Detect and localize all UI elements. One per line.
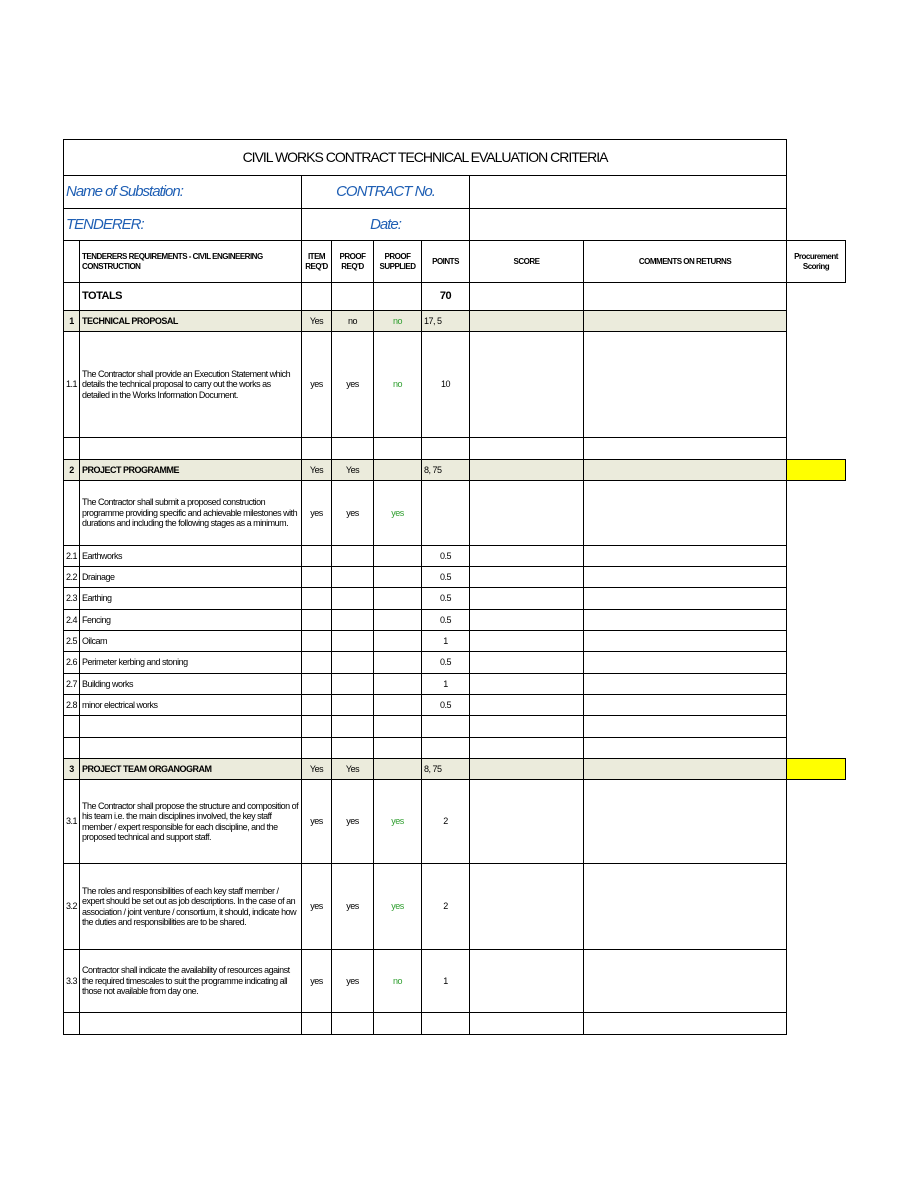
comments-cell[interactable] <box>584 631 787 652</box>
header-proof-supplied: PROOF SUPPLIED <box>374 241 422 283</box>
table-row: The Contractor shall submit a proposed construction programme providing specific and achievable milestones with durations and including the following stages as a minimum. yes yes yes <box>64 481 846 546</box>
score-cell[interactable] <box>470 864 584 950</box>
tenderer-label: TENDERER: <box>64 209 302 241</box>
section-title: TECHNICAL PROPOSAL <box>80 311 302 332</box>
header-item-reqd: ITEM REQ'D <box>302 241 332 283</box>
score-cell[interactable] <box>470 567 584 588</box>
table-row: 2.5 Oilcam 1 <box>64 631 846 652</box>
comments-cell[interactable] <box>584 674 787 695</box>
header-procurement-scoring: Procurement Scoring <box>787 241 846 283</box>
totals-label: TOTALS <box>80 283 302 311</box>
section-title: PROJECT PROGRAMME <box>80 460 302 481</box>
table-row: 2.2 Drainage 0.5 <box>64 567 846 588</box>
score-cell[interactable] <box>470 610 584 631</box>
date-label: Date: <box>302 209 470 241</box>
score-cell[interactable] <box>470 780 584 864</box>
score-cell[interactable] <box>470 652 584 674</box>
header-comments: COMMENTS ON RETURNS <box>584 241 787 283</box>
score-cell[interactable] <box>470 588 584 610</box>
header-score: SCORE <box>470 241 584 283</box>
table-row: 2.4 Fencing 0.5 <box>64 610 846 631</box>
score-cell[interactable] <box>470 674 584 695</box>
table-row: 2.3 Earthing 0.5 <box>64 588 846 610</box>
table-row: 3.1 The Contractor shall propose the structure and composition of his team i.e. the main disciplines involved, the key staff member / expert responsible for each discipline, and the proposed technical and support staff. yes yes yes 2 <box>64 780 846 864</box>
comments-cell[interactable] <box>584 695 787 716</box>
section-title: PROJECT TEAM ORGANOGRAM <box>80 759 302 780</box>
comments-cell[interactable] <box>584 567 787 588</box>
score-cell[interactable] <box>470 332 584 438</box>
table-row: 2.7 Building works 1 <box>64 674 846 695</box>
comments-cell[interactable] <box>584 950 787 1013</box>
table-row: 3.2 The roles and responsibilities of each key staff member / expert should be set out as job descriptions. In the case of an association / joint venture / consortium, it should, indicate how the duties and responsibilities are to be shared. yes yes yes 2 <box>64 864 846 950</box>
table-row: 2.6 Perimeter kerbing and stoning 0.5 <box>64 652 846 674</box>
comments-cell[interactable] <box>584 864 787 950</box>
section-row-2: 2 PROJECT PROGRAMME Yes Yes 8, 75 <box>64 460 846 481</box>
section-row-3: 3 PROJECT TEAM ORGANOGRAM Yes Yes 8, 75 <box>64 759 846 780</box>
table-row: 1.1 The Contractor shall provide an Execution Statement which details the technical proposal to carry out the works as detailed in the Works Information Document. yes yes no 10 <box>64 332 846 438</box>
contract-value-cell[interactable] <box>470 176 787 209</box>
comments-cell[interactable] <box>584 610 787 631</box>
substation-label: Name of Substation: <box>64 176 302 209</box>
header-points: POINTS <box>422 241 470 283</box>
comments-cell[interactable] <box>584 652 787 674</box>
header-requirements: TENDERERS REQUIREMENTS - CIVIL ENGINEERING CONSTRUCTION <box>80 241 302 283</box>
score-cell[interactable] <box>470 631 584 652</box>
score-cell[interactable] <box>470 546 584 567</box>
comments-cell[interactable] <box>584 588 787 610</box>
table-row: 2.1 Earthworks 0.5 <box>64 546 846 567</box>
table-row: 2.8 minor electrical works 0.5 <box>64 695 846 716</box>
contract-label: CONTRACT No. <box>302 176 470 209</box>
header-proof-reqd: PROOF REQ'D <box>332 241 374 283</box>
score-cell[interactable] <box>470 695 584 716</box>
comments-cell[interactable] <box>584 332 787 438</box>
table-row: 3.3 Contractor shall indicate the availability of resources against the required timescales to suit the programme indicating all those not available from day one. yes yes no 1 <box>64 950 846 1013</box>
section-row-1: 1 TECHNICAL PROPOSAL Yes no no 17, 5 <box>64 311 846 332</box>
evaluation-table <box>63 139 846 1035</box>
totals-points: 70 <box>422 283 470 311</box>
comments-cell[interactable] <box>584 780 787 864</box>
comments-cell[interactable] <box>584 546 787 567</box>
procurement-highlight-cell[interactable] <box>787 759 846 780</box>
procurement-highlight-cell[interactable] <box>787 460 846 481</box>
sheet-title: CIVIL WORKS CONTRACT TECHNICAL EVALUATION CRITERIA <box>64 140 787 176</box>
score-cell[interactable] <box>470 950 584 1013</box>
date-value-cell[interactable] <box>470 209 787 241</box>
